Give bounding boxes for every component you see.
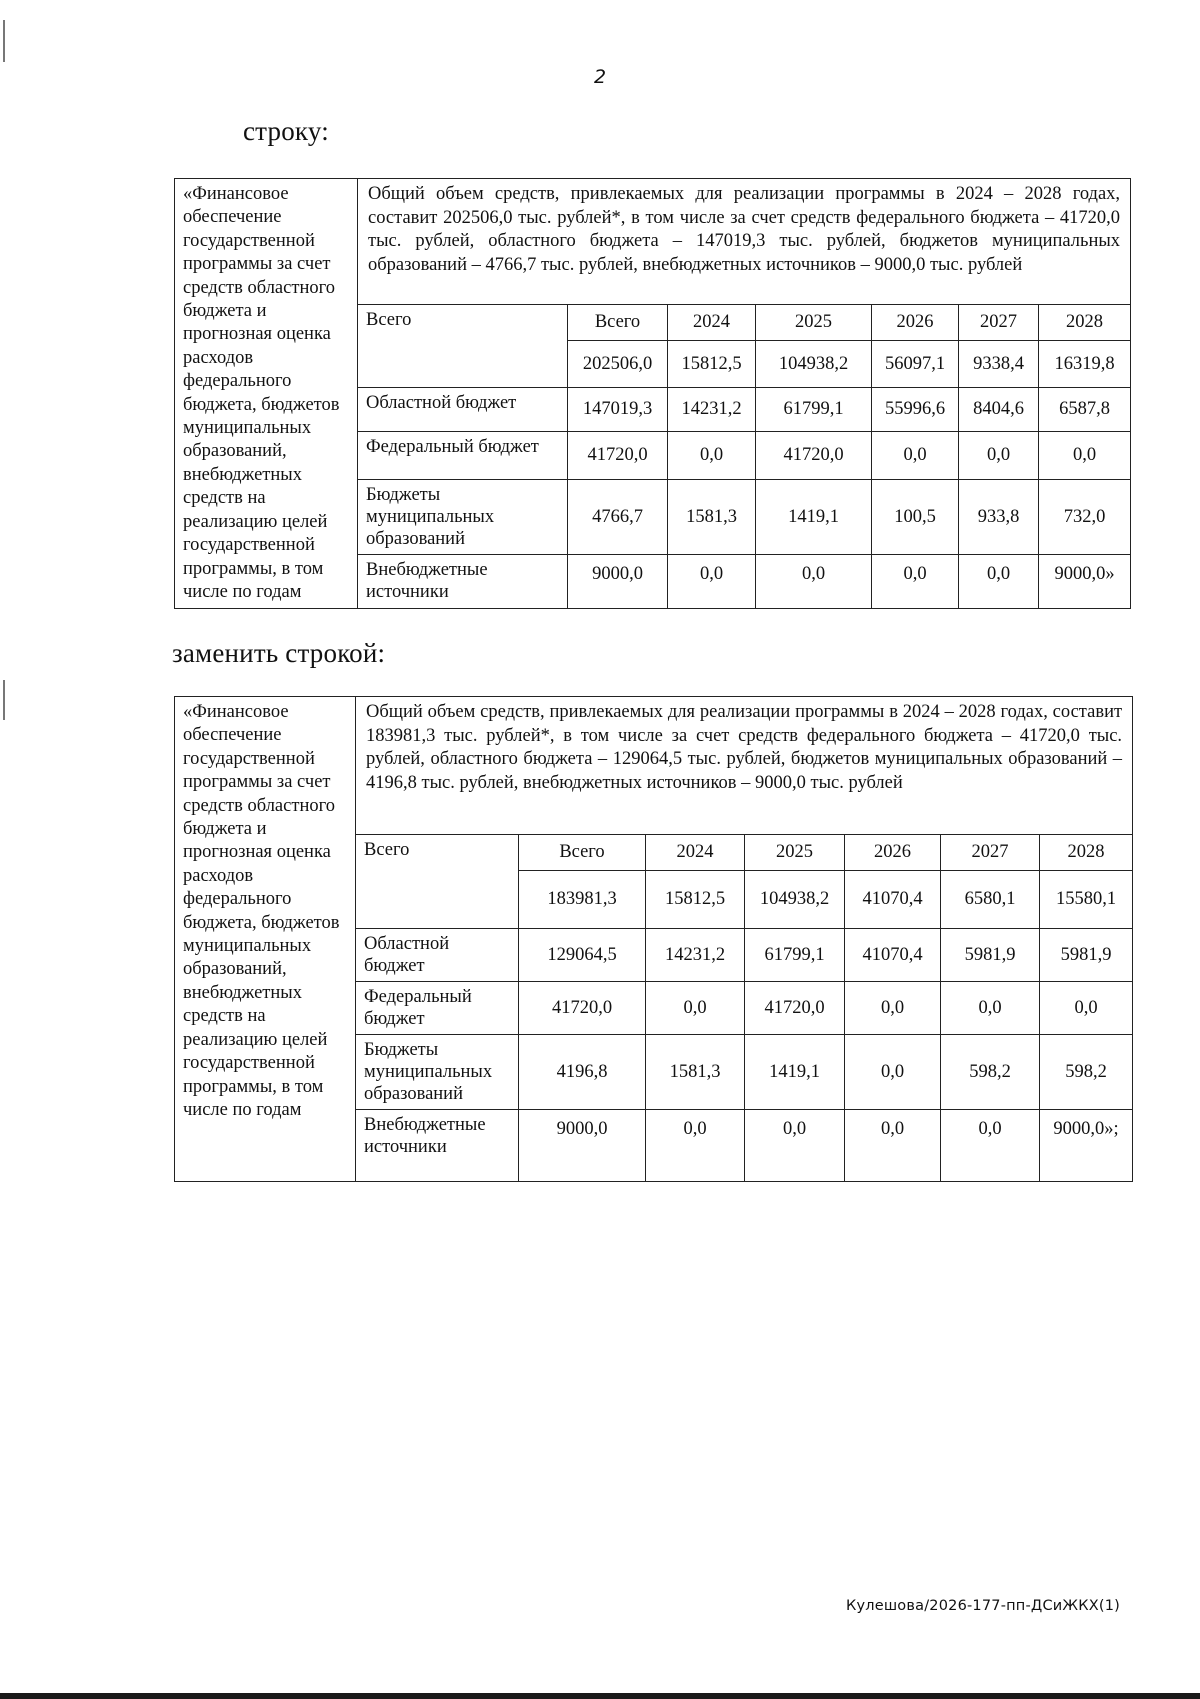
regional-2027: 5981,9: [941, 929, 1040, 982]
municipal-total: 4196,8: [519, 1035, 646, 1110]
federal-2028: 0,0: [1039, 432, 1131, 480]
total-2027: 6580,1: [941, 871, 1040, 929]
row-label-regional-budget: Областной бюджет: [356, 929, 519, 982]
column-header-2027: 2027: [959, 305, 1039, 341]
regional-2025: 61799,1: [756, 388, 872, 432]
extrabudgetary-2027: 0,0: [941, 1110, 1040, 1182]
total-2025: 104938,2: [745, 871, 845, 929]
financing-table-original: [174, 178, 1131, 609]
extrabudgetary-2026: 0,0: [872, 555, 959, 609]
regional-2026: 41070,4: [845, 929, 941, 982]
municipal-2028: 732,0: [1039, 480, 1131, 555]
federal-2027: 0,0: [941, 982, 1040, 1035]
scan-edge-mark: [3, 680, 5, 720]
financing-table-replacement: [174, 696, 1133, 1182]
total-2024: 15812,5: [646, 871, 745, 929]
row-label-total: Всего: [356, 835, 519, 929]
document-reference: Кулешова/2026-177-пп-ДСиЖКХ(1): [845, 1598, 1120, 1614]
column-header-total: Всего: [568, 305, 668, 341]
total-value: 202506,0: [568, 341, 668, 388]
regional-2024: 14231,2: [646, 929, 745, 982]
federal-2025: 41720,0: [745, 982, 845, 1035]
regional-total: 129064,5: [519, 929, 646, 982]
municipal-total: 4766,7: [568, 480, 668, 555]
municipal-2026: 0,0: [845, 1035, 941, 1110]
row-label-municipal-budgets: Бюджеты муниципальных образований: [356, 1035, 519, 1110]
total-2028: 16319,8: [1039, 341, 1131, 388]
column-header-2024: 2024: [668, 305, 756, 341]
regional-2028: 5981,9: [1040, 929, 1133, 982]
scan-bottom-edge: [0, 1693, 1200, 1699]
total-2026: 41070,4: [845, 871, 941, 929]
row-label-total: Всего: [358, 305, 568, 388]
regional-2026: 55996,6: [872, 388, 959, 432]
total-value: 183981,3: [519, 871, 646, 929]
extrabudgetary-2028: 9000,0»: [1039, 555, 1131, 609]
column-header-2028: 2028: [1040, 835, 1133, 871]
extrabudgetary-total: 9000,0: [568, 555, 668, 609]
regional-total: 147019,3: [568, 388, 668, 432]
row-label-federal-budget: Федеральный бюджет: [356, 982, 519, 1035]
program-financing-label: «Финансовое обеспечение государственной программы за счет средств областного бюджета и прогнозная оценка расходов федерального бюджета, бюджетов муниципальных образований, внебюджетных средств на реализацию целей государственной программы, в том числе по годам: [175, 179, 358, 609]
federal-2027: 0,0: [959, 432, 1039, 480]
extrabudgetary-2027: 0,0: [959, 555, 1039, 609]
federal-2026: 0,0: [872, 432, 959, 480]
row-label-federal-budget: Федеральный бюджет: [358, 432, 568, 480]
total-2027: 9338,4: [959, 341, 1039, 388]
federal-total: 41720,0: [568, 432, 668, 480]
regional-2027: 8404,6: [959, 388, 1039, 432]
municipal-2027: 598,2: [941, 1035, 1040, 1110]
section-heading-replacement: заменить строкой:: [172, 638, 386, 668]
section-heading-original: строку:: [243, 116, 329, 146]
total-2028: 15580,1: [1040, 871, 1133, 929]
municipal-2026: 100,5: [872, 480, 959, 555]
column-header-2028: 2028: [1039, 305, 1131, 341]
column-header-total: Всего: [519, 835, 646, 871]
municipal-2027: 933,8: [959, 480, 1039, 555]
municipal-2025: 1419,1: [756, 480, 872, 555]
total-2025: 104938,2: [756, 341, 872, 388]
federal-2024: 0,0: [668, 432, 756, 480]
federal-2024: 0,0: [646, 982, 745, 1035]
total-2024: 15812,5: [668, 341, 756, 388]
column-header-2025: 2025: [745, 835, 845, 871]
column-header-2026: 2026: [872, 305, 959, 341]
regional-2028: 6587,8: [1039, 388, 1131, 432]
federal-2028: 0,0: [1040, 982, 1133, 1035]
column-header-2024: 2024: [646, 835, 745, 871]
program-financing-label: «Финансовое обеспечение государственной программы за счет средств областного бюджета и прогнозная оценка расходов федерального бюджета, бюджетов муниципальных образований, внебюджетных средств на реализацию целей государственной программы, в том числе по годам: [175, 697, 356, 1182]
row-label-extrabudgetary: Внебюджетные источники: [356, 1110, 519, 1182]
financing-summary: Общий объем средств, привлекаемых для реализации программы в 2024 – 2028 годах, составит 202506,0 тыс. рублей*, в том числе за счет средств федерального бюджета – 41720,0 тыс. рублей, областного бюджета – 147019,3 тыс. рублей, бюджетов муниципальных образований – 4766,7 тыс. рублей, внебюджетных источников – 9000,0 тыс. рублей: [358, 179, 1131, 305]
column-header-2026: 2026: [845, 835, 941, 871]
extrabudgetary-2024: 0,0: [668, 555, 756, 609]
column-header-2025: 2025: [756, 305, 872, 341]
page-number: 2: [593, 66, 607, 88]
column-header-2027: 2027: [941, 835, 1040, 871]
federal-2025: 41720,0: [756, 432, 872, 480]
row-label-extrabudgetary: Внебюджетные источники: [358, 555, 568, 609]
extrabudgetary-2024: 0,0: [646, 1110, 745, 1182]
extrabudgetary-2026: 0,0: [845, 1110, 941, 1182]
total-2026: 56097,1: [872, 341, 959, 388]
extrabudgetary-2028: 9000,0»;: [1040, 1110, 1133, 1182]
federal-2026: 0,0: [845, 982, 941, 1035]
extrabudgetary-2025: 0,0: [745, 1110, 845, 1182]
financing-summary: Общий объем средств, привлекаемых для реализации программы в 2024 – 2028 годах, составит 183981,3 тыс. рублей*, в том числе за счет средств федерального бюджета – 41720,0 тыс. рублей, областного бюджета – 129064,5 тыс. рублей, бюджетов муниципальных образований – 4196,8 тыс. рублей, внебюджетных источников – 9000,0 тыс. рублей: [356, 697, 1133, 835]
municipal-2028: 598,2: [1040, 1035, 1133, 1110]
extrabudgetary-total: 9000,0: [519, 1110, 646, 1182]
municipal-2024: 1581,3: [646, 1035, 745, 1110]
municipal-2025: 1419,1: [745, 1035, 845, 1110]
municipal-2024: 1581,3: [668, 480, 756, 555]
scan-edge-mark: [3, 20, 5, 62]
row-label-regional-budget: Областной бюджет: [358, 388, 568, 432]
extrabudgetary-2025: 0,0: [756, 555, 872, 609]
regional-2025: 61799,1: [745, 929, 845, 982]
row-label-municipal-budgets: Бюджеты муниципальных образований: [358, 480, 568, 555]
federal-total: 41720,0: [519, 982, 646, 1035]
regional-2024: 14231,2: [668, 388, 756, 432]
